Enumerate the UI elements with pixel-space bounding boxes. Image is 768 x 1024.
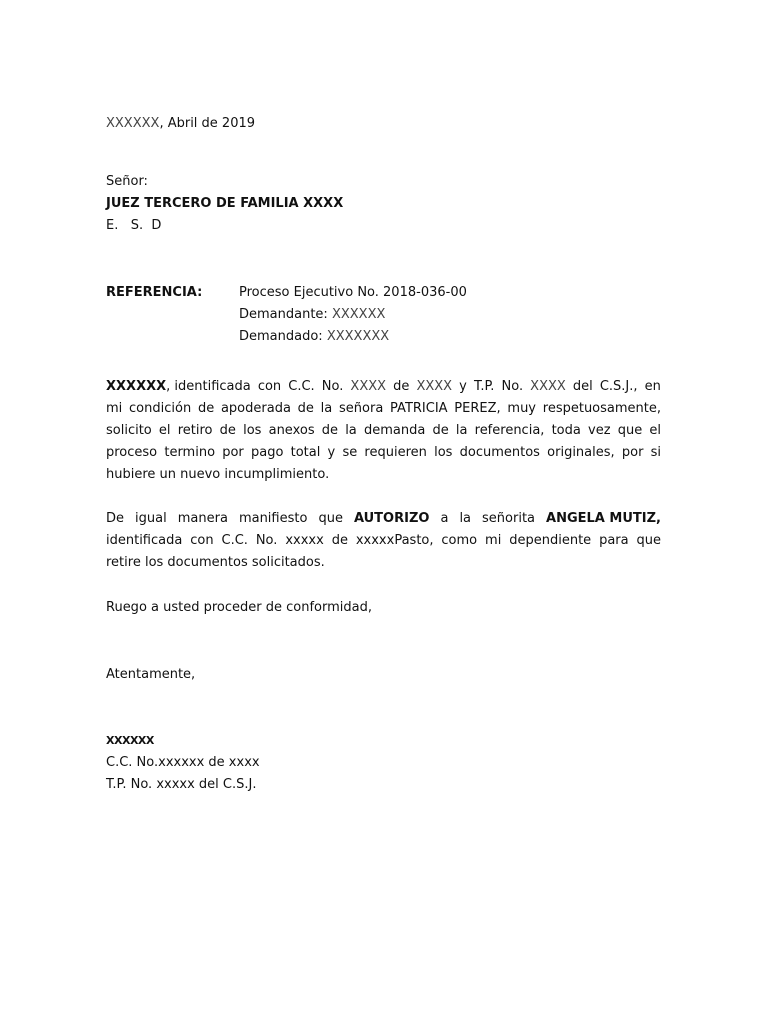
paragraph-2-line-1 [106,508,661,530]
paragraph-1-line-5: hubiere un nuevo incumplimiento. [106,467,330,482]
paragraph-2-line-3: retire los documentos solicitados. [106,555,325,570]
p1-w14: en [644,379,661,394]
body-paragraph-3: Ruego a usted proceder de conformidad, [106,600,372,615]
paragraph-1-line-3: solicito el retiro de los anexos de la demanda de la referencia, toda vez que el [106,423,661,438]
defendant-name: XXXXXXX [326,329,390,344]
p2-w2: manera [177,511,228,526]
p1-w9: T.P. [473,379,495,394]
p1-tp-number: XXXX [530,379,566,394]
recipient-name: JUEZ TERCERO DE FAMILIA XXXX [106,196,344,211]
p2-authorized-person: ANGELA MUTIZ, [546,511,661,526]
p2-w4: que [318,511,343,526]
p1-cc-place: XXXX [416,379,453,394]
p1-w2: con [257,379,282,394]
p1-w4: No. [321,379,344,394]
p2-autorizo: AUTORIZO [353,511,430,526]
p2-w7: la [459,511,472,526]
reference-defendant [239,329,389,345]
p2-w8: señorita [482,511,536,526]
salutation: Señor: [106,174,148,189]
reference-process: Proceso Ejecutivo No. 2018-036-00 [239,285,467,300]
date-text: , Abril de 2019 [159,116,256,131]
plaintiff-label: Demandante: [239,307,332,322]
p1-w10: No. [501,379,524,394]
paragraph-1-line-4: proceso termino por pago total y se requieren los documentos originales, por si [106,445,661,460]
p1-w3: C.C. [288,379,315,394]
p2-w3: manifiesto [238,511,308,526]
date-line [106,116,255,132]
p2-w0: De [106,511,125,526]
reference-plaintiff [239,307,385,323]
paragraph-2-line-2: identificada con C.C. No. xxxxx de xxxxxPasto, como mi dependiente para que [106,533,661,548]
p1-w12: del [572,379,593,394]
plaintiff-name: XXXXXX [331,307,386,322]
p2-w1: igual [135,511,167,526]
date-place: XXXXXX [106,116,160,131]
p1-w8: y [459,379,467,394]
reference-label: REFERENCIA: [106,285,203,300]
p1-w1: , identificada [166,379,251,394]
p1-cc-number: XXXX [350,379,387,394]
signature-name: XXXXXX [106,734,154,747]
body-paragraph-2 [106,508,661,574]
signature-cc: C.C. No.xxxxxx de xxxx [106,755,260,770]
p1-client-name: XXXXXX [106,379,167,394]
recipient-esd: E. S. D [106,218,162,233]
p1-w13: C.S.J., [599,379,638,394]
p1-w-name [106,376,251,398]
body-paragraph-1 [106,376,661,486]
p2-w6: a [440,511,449,526]
paragraph-1-line-1 [106,376,661,398]
closing: Atentamente, [106,667,196,682]
p1-w6: de [393,379,410,394]
paragraph-1-line-2: mi condición de apoderada de la señora PATRICIA PEREZ, muy respetuosamente, [106,401,661,416]
signature-tp: T.P. No. xxxxx del C.S.J. [106,777,257,792]
defendant-label: Demandado: [239,329,327,344]
